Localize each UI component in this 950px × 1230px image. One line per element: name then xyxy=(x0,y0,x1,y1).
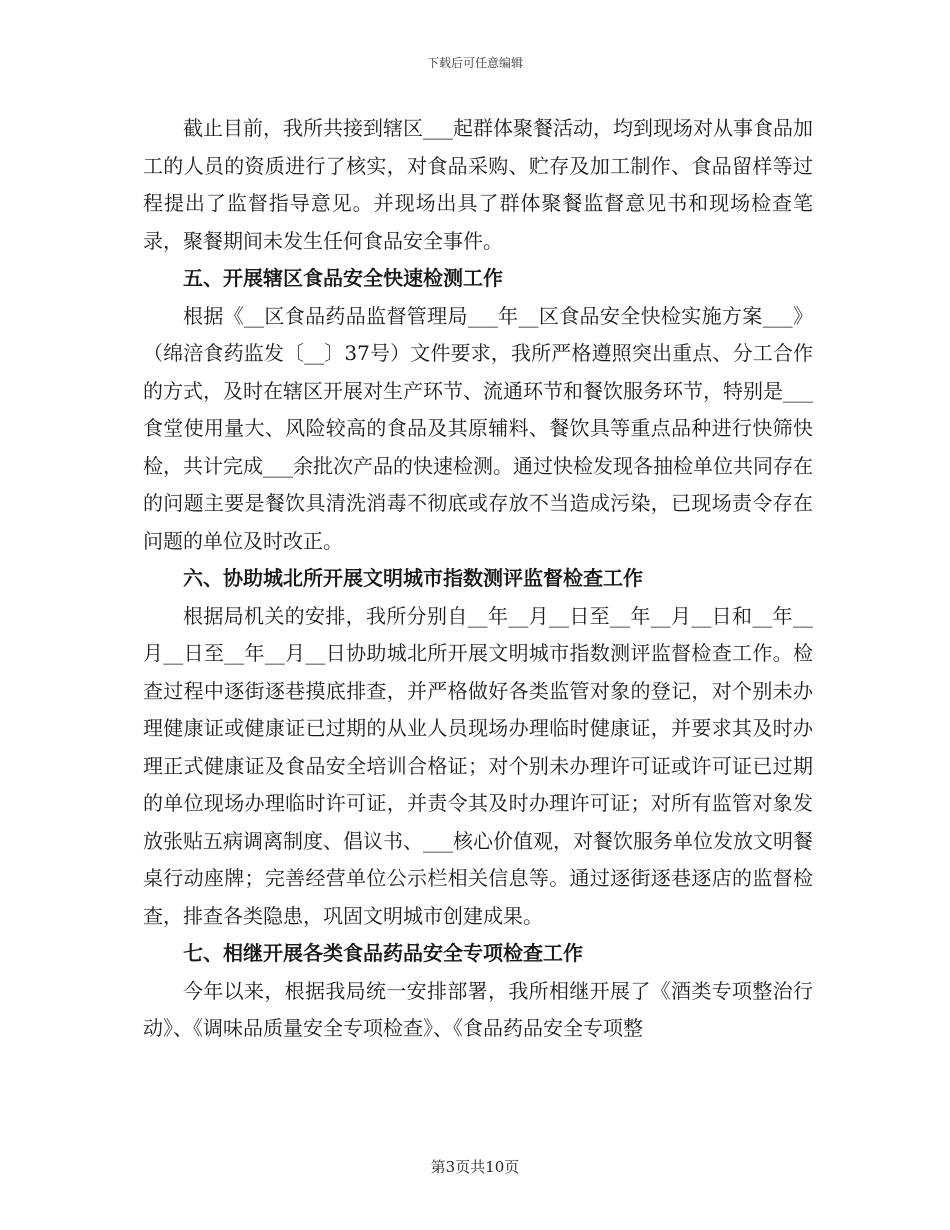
paragraph-civilized-city: 根据局机关的安排，我所分别自__年__月__日至__年__月__日和__年__月__日至__年__月__日协助城北所开展文明城市指数测评监督检查工作。检查过程中逐街逐巷摸底排查，并严格做好各类监管对象的登记，对个别未办理健康证或健康证已过期的从业人员现场办理临时健康证，并要求其及时办理正式健康证及食品安全培训合格证；对个别未办理许可证或许可证已过期的单位现场办理临时许可证，并责令其及时办理许可证；对所有监管对象发放张贴五病调离制度、倡议书、___核心价值观，对餐饮服务单位发放文明餐桌行动座牌；完善经营单位公示栏相关信息等。通过逐街逐巷逐店的监督检查，排查各类隐患，巩固文明城市创建成果。 xyxy=(143,603,813,928)
page-header: 下载后可任意编辑 xyxy=(426,56,523,70)
paragraph-group-dining: 截止目前，我所共接到辖区___起群体聚餐活动，均到现场对从事食品加工的人员的资质进行了核实，对食品采购、贮存及加工制作、食品留样等过程提出了监督指导意见。并现场出具了群体聚餐监督意见书和现场检查笔录，聚餐期间未发生任何食品安全事件。 xyxy=(143,116,813,253)
section-heading-6: 六、协助城北所开展文明城市指数测评监督检查工作 xyxy=(183,566,643,590)
page-footer: 第3页共10页 xyxy=(430,1158,520,1176)
document-body xyxy=(143,110,813,1048)
paragraph-special-inspections: 今年以来，根据我局统一安排部署，我所相继开展了《酒类专项整治行动》、《调味品质量安全专项检查》、《食品药品安全专项整 xyxy=(143,978,813,1040)
paragraph-rapid-testing: 根据《__区食品药品监督管理局___年__区食品安全快检实施方案___》（绵涪食药监发〔__〕37号）文件要求，我所严格遵照突出重点、分工合作的方式，及时在辖区开展对生产环节、流通环节和餐饮服务环节，特别是___食堂使用量大、风险较高的食品及其原辅料、餐饮具等重点品种进行快筛快检，共计完成___余批次产品的快速检测。通过快检发现各抽检单位共同存在的问题主要是餐饮具清洗消毒不彻底或存放不当造成污染，已现场责令存在问题的单位及时改正。 xyxy=(143,303,813,553)
section-heading-7: 七、相继开展各类食品药品安全专项检查工作 xyxy=(183,941,583,965)
section-heading-5: 五、开展辖区食品安全快速检测工作 xyxy=(183,266,503,290)
